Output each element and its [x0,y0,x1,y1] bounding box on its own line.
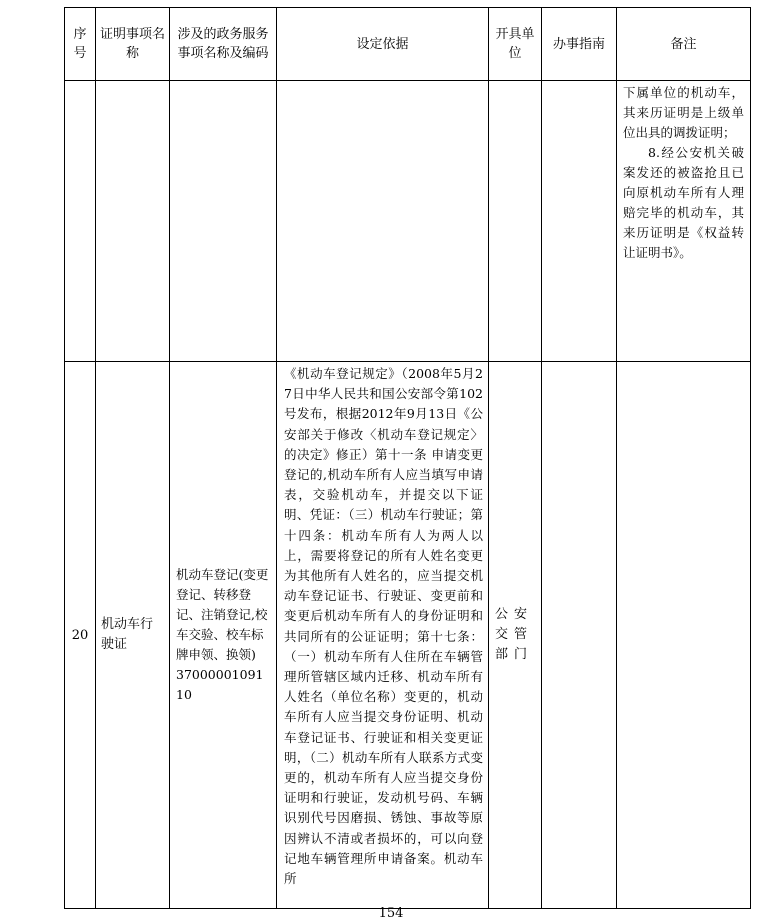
cell-empty [96,81,170,362]
cell-empty [65,81,96,362]
cell-remarks [617,362,751,909]
cell-empty [170,81,277,362]
remarks-text-1: 下属单位的机动车，其来历证明是上级单位出具的调拨证明； [623,85,744,140]
page-number: 154 [378,906,404,921]
cell-remarks-continued [617,81,751,362]
table-row-continued [65,81,751,362]
certification-table [64,7,751,909]
header-services: 涉及的政务服务事项名称及编码 [170,8,277,81]
header-seq: 序号 [65,8,96,81]
remarks-text-2: 8.经公安机关破案发还的被盗抢且已向原机动车所有人理赔完毕的机动车，其来历证明是《权益转让证明书》。 [623,145,744,260]
cell-basis: 《机动车登记规定》（2008年5月27日中华人民共和国公安部令第102号发布，根据2012年9月13日《公安部关于修改〈机动车登记规定〉的决定》修正）第十一条 申请变更登记的,机动车所有人应当填写申请表，交验机动车，并提交以下证明、凭证：（三）机动车行驶证；第十四条：机动车所有人为两人以上，需要将登记的所有人姓名变更为其他所有人姓名的，应当提交机动车登记证书、行驶证、变更前和变更后机动车所有人的身份证明和共同所有的公证证明；第十七条：（一）机动车所有人住所在车辆管理所管辖区域内迁移、机动车所有人姓名（单位名称）变更的，机动车所有人应当提交身份证明、机动车登记证书、行驶证和相关变更证明，（二）机动车所有人联系方式变更的，机动车所有人应当提交身份证明和行驶证，发动机号码、车辆识别代号因磨损、锈蚀、事故等原因辨认不清或者损坏的，可以向登记地车辆管理所申请备案。机动车所 [277,362,489,909]
header-issuer: 开具单位 [489,8,542,81]
cell-issuer: 公安交管部门 [489,362,542,909]
cell-guide [542,362,617,909]
cell-empty [277,81,489,362]
cell-seq: 20 [65,362,96,909]
table-row-20 [65,362,751,909]
header-basis: 设定依据 [277,8,489,81]
cell-services [170,362,277,909]
cell-item-name: 机动车行驶证 [96,362,170,909]
header-row [65,8,751,81]
header-guide: 办事指南 [542,8,617,81]
service-code: 3700000109110 [176,667,264,702]
header-item-name: 证明事项名称 [96,8,170,81]
header-remarks: 备注 [617,8,751,81]
cell-empty [542,81,617,362]
services-text: 机动车登记(变更登记、转移登记、注销登记,校车交验、校车标牌申领、换领) [176,567,269,662]
cell-empty [489,81,542,362]
